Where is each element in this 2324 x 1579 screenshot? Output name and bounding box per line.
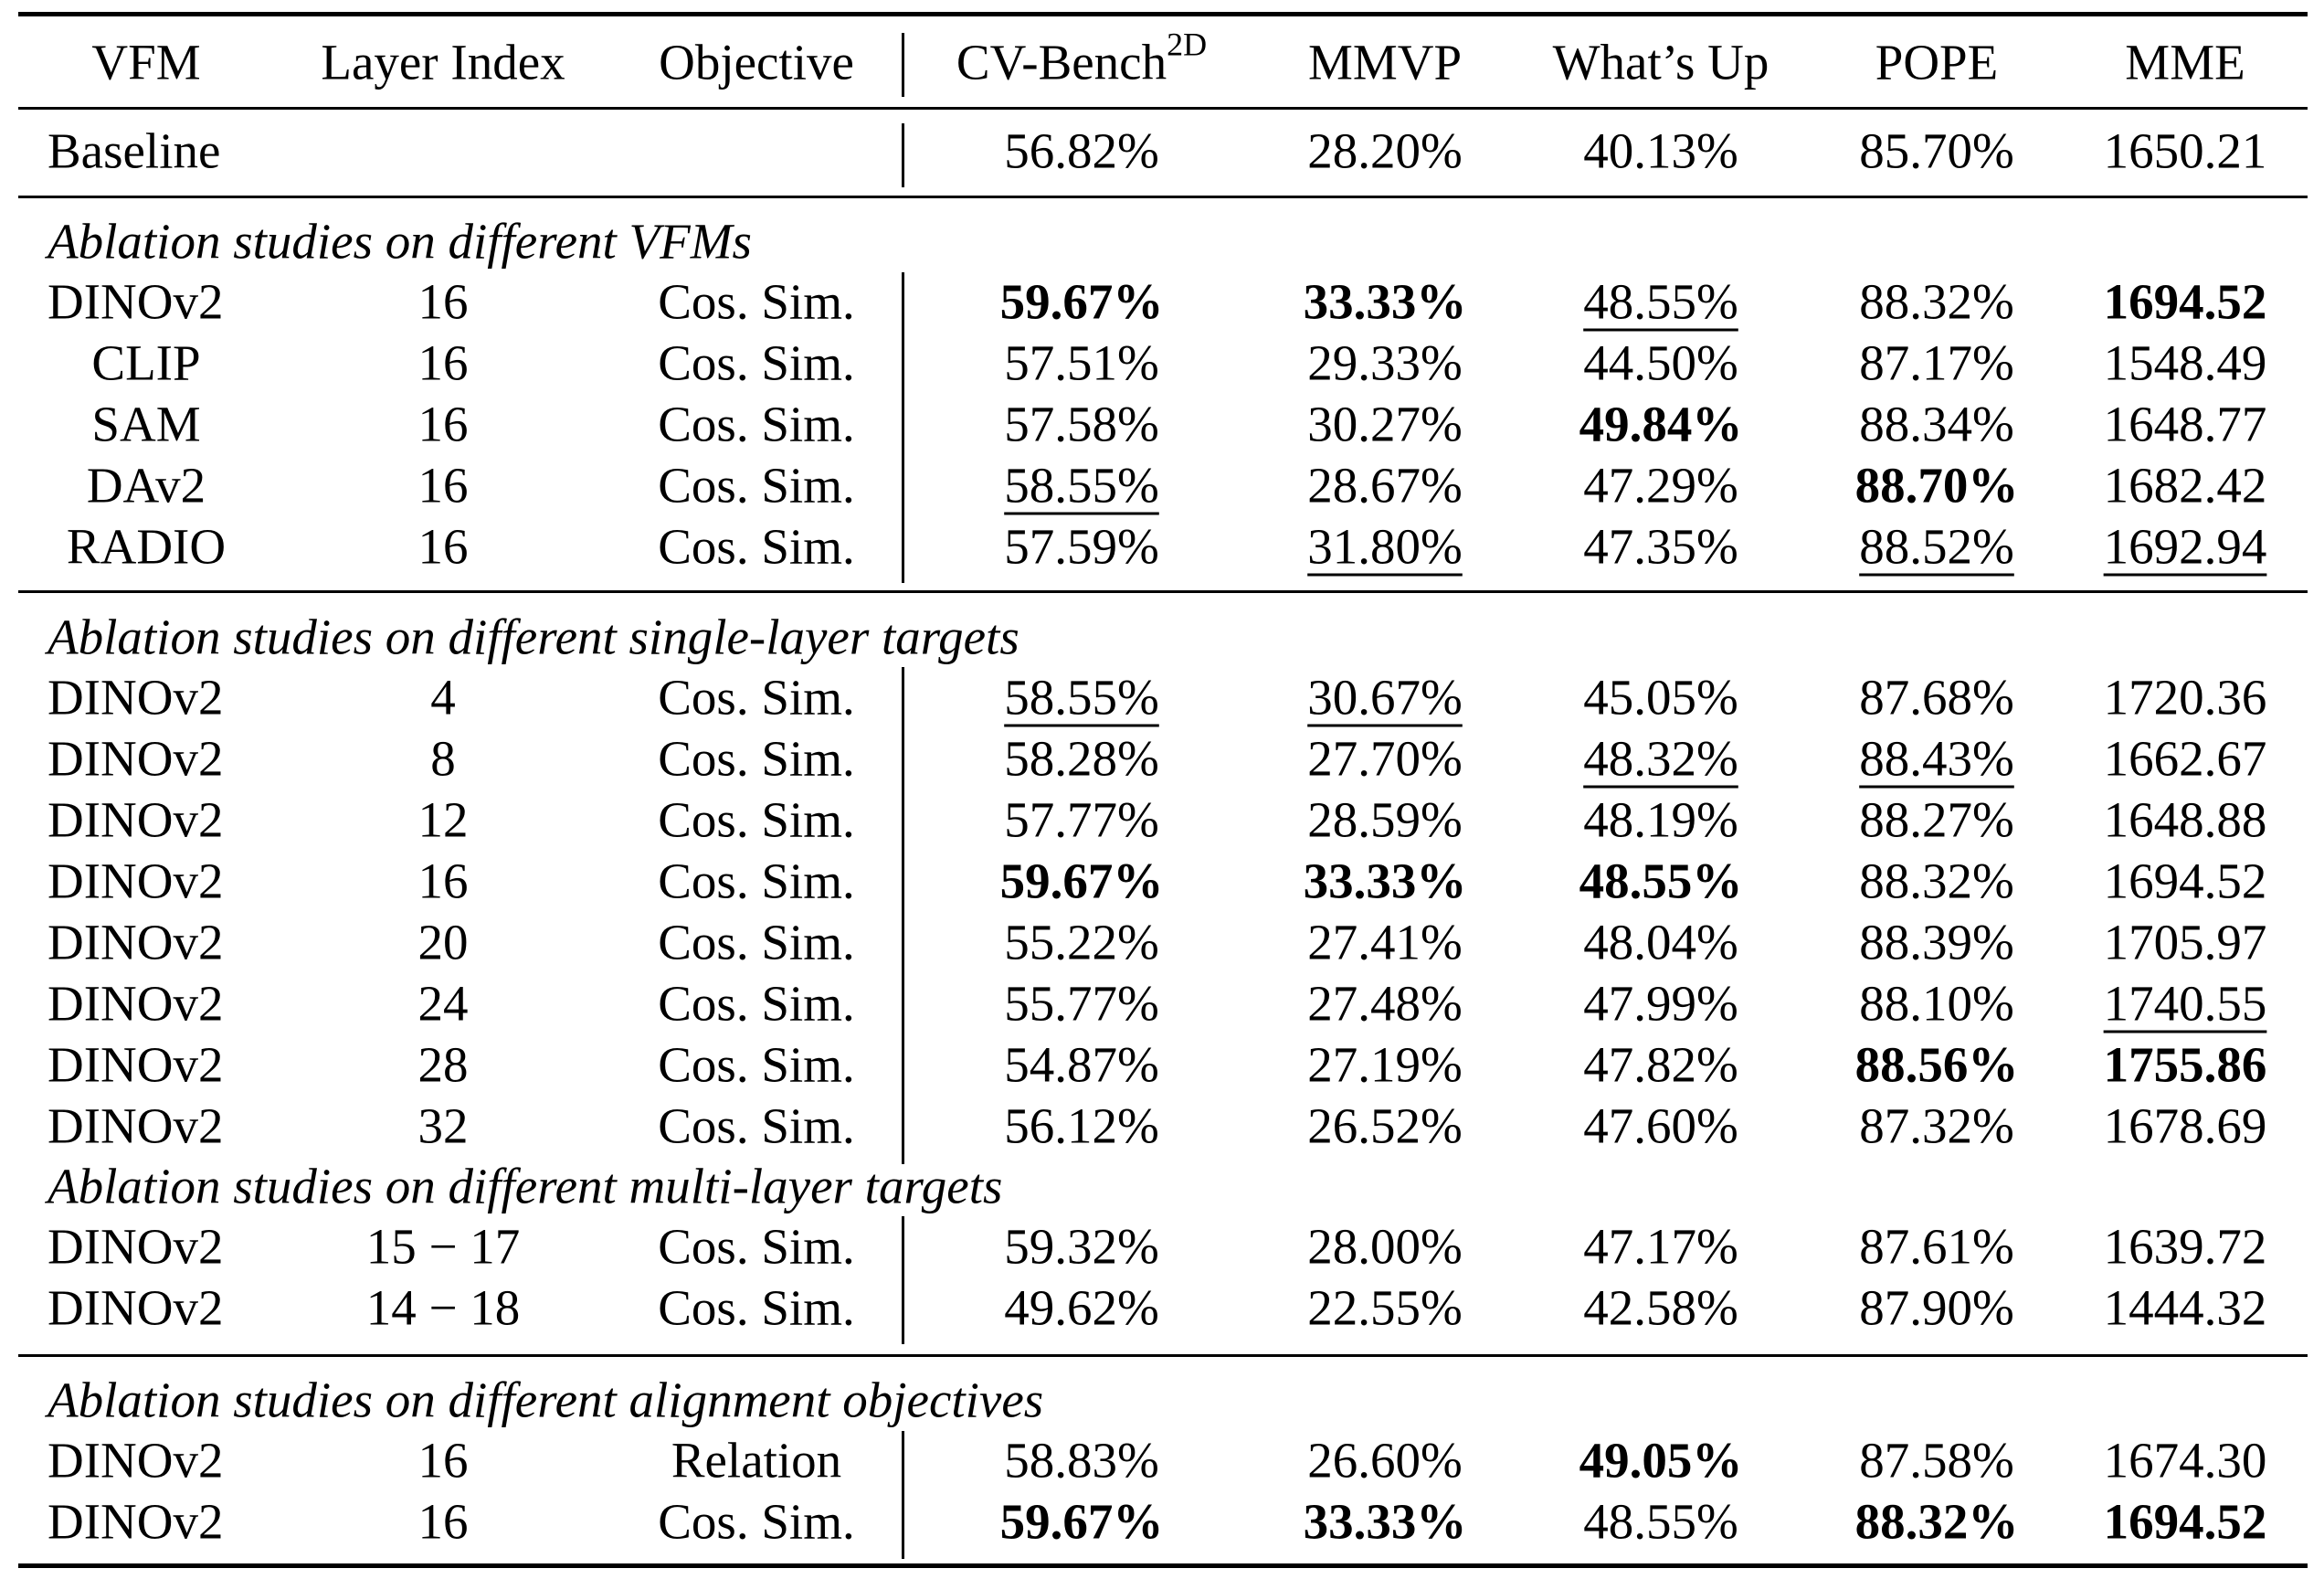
cell-pope: 87.58% [1859, 1432, 2014, 1489]
cell-pope: 88.32% [1859, 273, 2014, 330]
cell-mmvp: 29.33% [1307, 334, 1463, 391]
cell-cvbench: 59.67% [999, 853, 1164, 909]
cell-objective: Relation [671, 1432, 842, 1489]
cell-pope: 88.52% [1859, 518, 2014, 575]
cell-pope: 88.39% [1859, 914, 2014, 970]
cell-cvbench: 59.32% [1004, 1218, 1159, 1275]
cell-whats-up: 47.17% [1583, 1218, 1738, 1275]
cell-whats-up: 47.99% [1583, 975, 1738, 1032]
cell-pope: 87.90% [1859, 1279, 2014, 1336]
cell-mmvp: 28.20% [1307, 122, 1463, 179]
cell-layer: 8 [430, 730, 456, 787]
cell-cvbench: 55.22% [1004, 914, 1159, 970]
header-rule [18, 107, 2308, 110]
cell-vfm: DINOv2 [48, 273, 224, 330]
cell-pope: 88.34% [1859, 396, 2014, 452]
cell-mmvp: 27.19% [1307, 1036, 1463, 1093]
cell-objective: Cos. Sim. [658, 853, 855, 909]
header-cvbench-label: CV-Bench [956, 34, 1167, 90]
cell-mme: 1639.72 [2103, 1218, 2267, 1275]
cell-vfm: DINOv2 [48, 1218, 224, 1275]
cell-objective: Cos. Sim. [658, 1279, 855, 1336]
cell-whats-up: 48.55% [1583, 1493, 1738, 1550]
cell-whats-up: 47.82% [1583, 1036, 1738, 1093]
cell-mmvp: 28.59% [1307, 791, 1463, 848]
cell-vfm: DINOv2 [48, 914, 224, 970]
section-title-single-layer: Ablation studies on different single-layer targets [48, 609, 1019, 665]
cell-whats-up: 49.84% [1579, 396, 1743, 452]
cell-objective: Cos. Sim. [658, 457, 855, 514]
cell-whats-up: 49.05% [1579, 1432, 1743, 1489]
cell-vfm: Baseline [48, 122, 221, 179]
cell-mmvp: 31.80% [1307, 518, 1463, 575]
cell-layer: 16 [417, 1432, 469, 1489]
header-cvbench [956, 26, 1208, 90]
cell-objective: Cos. Sim. [658, 1493, 855, 1550]
header-cvbench-superscript: 2D [1167, 26, 1208, 63]
cell-mme: 1682.42 [2103, 457, 2267, 514]
cell-objective: Cos. Sim. [658, 396, 855, 452]
cell-mme: 1705.97 [2103, 914, 2267, 970]
cell-layer: 16 [417, 1493, 469, 1550]
cell-layer: 16 [417, 334, 469, 391]
cell-cvbench: 57.58% [1004, 396, 1159, 452]
section-rule [18, 590, 2308, 593]
cell-vfm: DINOv2 [48, 853, 224, 909]
cell-pope: 88.56% [1854, 1036, 2019, 1093]
bottom-rule [18, 1563, 2308, 1568]
column-separator [902, 1431, 904, 1559]
cell-mmvp: 22.55% [1307, 1279, 1463, 1336]
cell-mme: 1720.36 [2103, 669, 2267, 726]
cell-whats-up: 47.29% [1583, 457, 1738, 514]
cell-pope: 88.70% [1854, 457, 2019, 514]
header-objective: Objective [659, 34, 854, 90]
cell-mme: 1674.30 [2103, 1432, 2267, 1489]
cell-whats-up: 48.32% [1583, 730, 1738, 787]
cell-mme: 1694.52 [2103, 1493, 2267, 1550]
cell-whats-up: 47.35% [1583, 518, 1738, 575]
cell-layer: 12 [417, 791, 469, 848]
column-separator [902, 272, 904, 583]
cell-objective: Cos. Sim. [658, 1097, 855, 1154]
cell-cvbench: 49.62% [1004, 1279, 1159, 1336]
cell-cvbench: 57.51% [1004, 334, 1159, 391]
cell-mmvp: 33.33% [1303, 273, 1467, 330]
cell-vfm: CLIP [91, 334, 201, 391]
cell-vfm: DINOv2 [48, 1097, 224, 1154]
cell-pope: 87.32% [1859, 1097, 2014, 1154]
cell-mmvp: 27.48% [1307, 975, 1463, 1032]
cell-whats-up: 42.58% [1583, 1279, 1738, 1336]
cell-pope: 88.32% [1854, 1493, 2019, 1550]
cell-vfm: DAv2 [86, 457, 206, 514]
cell-cvbench: 58.28% [1004, 730, 1159, 787]
cell-mmvp: 27.41% [1307, 914, 1463, 970]
cell-mmvp: 26.60% [1307, 1432, 1463, 1489]
cell-cvbench: 57.59% [1004, 518, 1159, 575]
cell-objective: Cos. Sim. [658, 669, 855, 726]
cell-whats-up: 44.50% [1583, 334, 1738, 391]
cell-layer: 32 [417, 1097, 469, 1154]
cell-layer: 16 [417, 518, 469, 575]
cell-cvbench: 55.77% [1004, 975, 1159, 1032]
cell-objective: Cos. Sim. [658, 518, 855, 575]
cell-cvbench: 56.82% [1004, 122, 1159, 179]
header-layer-index: Layer Index [321, 34, 565, 90]
cell-layer: 14 − 18 [365, 1279, 521, 1336]
cell-mmvp: 30.27% [1307, 396, 1463, 452]
header-vfm: VFM [91, 34, 201, 90]
header-mmvp: MMVP [1307, 34, 1463, 90]
cell-mme: 1692.94 [2103, 518, 2267, 575]
cell-vfm: DINOv2 [48, 1493, 224, 1550]
section-rule [18, 1354, 2308, 1357]
section-rule [18, 196, 2308, 198]
cell-whats-up: 47.60% [1583, 1097, 1738, 1154]
cell-mme: 1678.69 [2103, 1097, 2267, 1154]
cell-objective: Cos. Sim. [658, 1218, 855, 1275]
cell-pope: 87.68% [1859, 669, 2014, 726]
cell-mme: 1548.49 [2103, 334, 2267, 391]
column-separator [902, 667, 904, 1164]
cell-vfm: SAM [91, 396, 201, 452]
cell-cvbench: 59.67% [999, 1493, 1164, 1550]
cell-mme: 1650.21 [2103, 122, 2267, 179]
cell-mmvp: 28.67% [1307, 457, 1463, 514]
cell-pope: 88.43% [1859, 730, 2014, 787]
cell-pope: 85.70% [1859, 122, 2014, 179]
cell-layer: 15 − 17 [365, 1218, 521, 1275]
cell-layer: 20 [417, 914, 469, 970]
header-whats-up: What’s Up [1552, 34, 1769, 90]
cell-pope: 87.17% [1859, 334, 2014, 391]
cell-pope: 88.27% [1859, 791, 2014, 848]
cell-mmvp: 30.67% [1307, 669, 1463, 726]
cell-mme: 1755.86 [2103, 1036, 2267, 1093]
cell-layer: 16 [417, 853, 469, 909]
section-title-multi-layer: Ablation studies on different multi-layer targets [48, 1158, 1003, 1214]
column-separator [902, 1216, 904, 1344]
cell-mme: 1740.55 [2103, 975, 2267, 1032]
cell-cvbench: 58.55% [1004, 457, 1159, 514]
cell-mmvp: 26.52% [1307, 1097, 1463, 1154]
cell-layer: 28 [417, 1036, 469, 1093]
cell-vfm: DINOv2 [48, 1432, 224, 1489]
cell-layer: 16 [417, 396, 469, 452]
cell-pope: 88.32% [1859, 853, 2014, 909]
cell-objective: Cos. Sim. [658, 914, 855, 970]
cell-layer: 24 [417, 975, 469, 1032]
cell-mmvp: 33.33% [1303, 853, 1467, 909]
cell-layer: 16 [417, 457, 469, 514]
cell-whats-up: 48.55% [1583, 273, 1738, 330]
cell-objective: Cos. Sim. [658, 791, 855, 848]
cell-vfm: DINOv2 [48, 669, 224, 726]
cell-mmvp: 33.33% [1303, 1493, 1467, 1550]
cell-layer: 16 [417, 273, 469, 330]
section-title-objectives: Ablation studies on different alignment objectives [48, 1372, 1044, 1428]
cell-mmvp: 28.00% [1307, 1218, 1463, 1275]
cell-objective: Cos. Sim. [658, 1036, 855, 1093]
cell-vfm: DINOv2 [48, 730, 224, 787]
cell-cvbench: 58.83% [1004, 1432, 1159, 1489]
cell-vfm: DINOv2 [48, 791, 224, 848]
cell-mme: 1648.77 [2103, 396, 2267, 452]
cell-pope: 87.61% [1859, 1218, 2014, 1275]
cell-cvbench: 58.55% [1004, 669, 1159, 726]
cell-mme: 1694.52 [2103, 273, 2267, 330]
cell-pope: 88.10% [1859, 975, 2014, 1032]
cell-whats-up: 45.05% [1583, 669, 1738, 726]
cell-whats-up: 48.04% [1583, 914, 1738, 970]
header-mme: MME [2125, 34, 2245, 90]
cell-objective: Cos. Sim. [658, 273, 855, 330]
cell-vfm: DINOv2 [48, 975, 224, 1032]
cell-cvbench: 56.12% [1004, 1097, 1159, 1154]
cell-cvbench: 59.67% [999, 273, 1164, 330]
cell-whats-up: 40.13% [1583, 122, 1738, 179]
cell-vfm: DINOv2 [48, 1279, 224, 1336]
cell-mme: 1694.52 [2103, 853, 2267, 909]
cell-layer: 4 [430, 669, 456, 726]
cell-mmvp: 27.70% [1307, 730, 1463, 787]
cell-mme: 1648.88 [2103, 791, 2267, 848]
cell-whats-up: 48.55% [1579, 853, 1743, 909]
cell-objective: Cos. Sim. [658, 334, 855, 391]
cell-vfm: RADIO [66, 518, 227, 575]
cell-mme: 1444.32 [2103, 1279, 2267, 1336]
header-pope: POPE [1875, 34, 1999, 90]
column-separator [902, 33, 904, 97]
cell-objective: Cos. Sim. [658, 975, 855, 1032]
cell-cvbench: 57.77% [1004, 791, 1159, 848]
top-rule [18, 12, 2308, 16]
cell-objective: Cos. Sim. [658, 730, 855, 787]
cell-cvbench: 54.87% [1004, 1036, 1159, 1093]
column-separator [902, 123, 904, 187]
cell-whats-up: 48.19% [1583, 791, 1738, 848]
section-title-vfms: Ablation studies on different VFMs [48, 213, 752, 270]
cell-mme: 1662.67 [2103, 730, 2267, 787]
cell-vfm: DINOv2 [48, 1036, 224, 1093]
